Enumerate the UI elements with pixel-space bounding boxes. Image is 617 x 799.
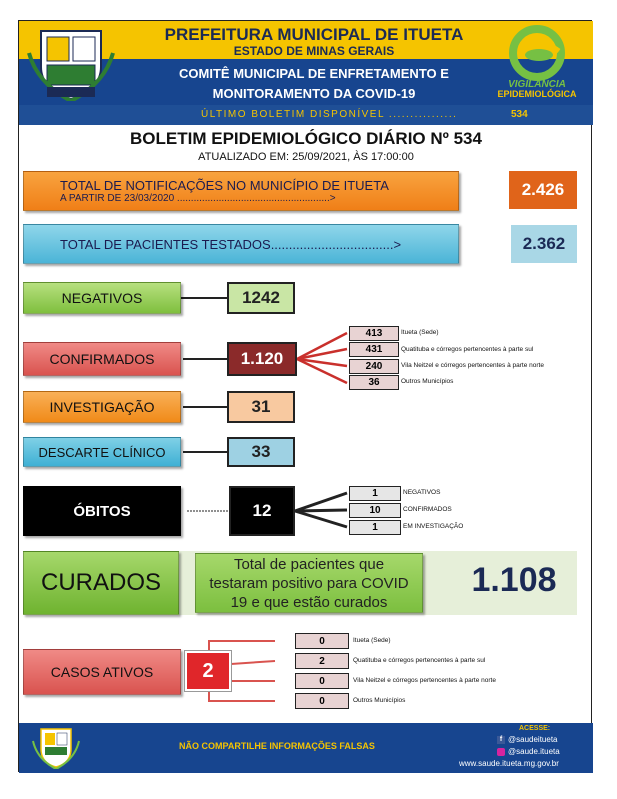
footer-facebook-row <box>497 735 558 744</box>
ativos-sede-value: 0 <box>295 633 349 649</box>
confirmados-norte-label: Vila Neitzel e córregos pertencentes à parte norte <box>401 362 544 369</box>
curados-description <box>195 553 423 613</box>
instagram-icon <box>497 748 505 756</box>
confirmados-outros-value: 36 <box>349 375 399 390</box>
investigacao-label-box <box>23 391 181 423</box>
bulletin-title: BOLETIM EPIDEMIOLÓGICO DIÁRIO Nº 534 <box>130 129 482 148</box>
latest-bulletin-number: 534 <box>511 109 528 120</box>
negativos-label-box <box>23 282 181 314</box>
footer-site[interactable]: www.saude.itueta.mg.gov.br <box>459 759 559 768</box>
confirmados-sul-label: Quatituba e córregos pertencentes à parte sul <box>401 346 534 353</box>
obitos-investigacao-value: 1 <box>349 520 401 535</box>
curados-value: 1.108 <box>471 561 557 599</box>
obitos-value: 12 <box>229 486 295 536</box>
tested-label: TOTAL DE PACIENTES TESTADOS..................................> <box>60 236 402 252</box>
confirmados-label-box <box>23 342 181 376</box>
bulletin-updated: ATUALIZADO EM: 25/09/2021, ÀS 17:00:00 <box>198 151 414 163</box>
curados-label-box <box>23 551 179 615</box>
ativos-sul-value: 2 <box>295 653 349 669</box>
obitos-negativos-value: 1 <box>349 486 401 501</box>
descarte-value: 33 <box>227 437 295 467</box>
latest-bulletin-label: ÚLTIMO BOLETIM DISPONÍVEL ................ <box>201 109 458 120</box>
confirmados-sede-label: Itueta (Sede) <box>401 329 439 336</box>
obitos-confirmados-label: CONFIRMADOS <box>403 506 452 513</box>
footer-crest-icon <box>31 725 81 769</box>
confirmados-norte-value: 240 <box>349 359 399 374</box>
confirmados-sul-value: 431 <box>349 342 399 357</box>
obitos-confirmados-value: 10 <box>349 503 401 518</box>
ativos-norte-label: Vila Neitzel e córregos pertencentes à parte norte <box>353 677 496 684</box>
obitos-investigacao-label: EM INVESTIGAÇÃO <box>403 523 464 530</box>
descarte-label: DESCARTE CLÍNICO <box>38 444 166 460</box>
ativos-sede-label: Itueta (Sede) <box>353 637 391 644</box>
negativos-label: NEGATIVOS <box>61 290 143 306</box>
investigacao-value: 31 <box>227 391 295 423</box>
confirmados-value: 1.120 <box>227 342 297 376</box>
notifications-label-line2: A PARTIR DE 23/03/2020 .......................................................> <box>60 193 336 204</box>
footer-acesse: ACESSE: <box>519 725 551 732</box>
notifications-value: 2.426 <box>509 171 577 209</box>
notifications-label-line1: TOTAL DE NOTIFICAÇÕES NO MUNICÍPIO DE ITUETA <box>60 178 389 193</box>
footer-instagram-row <box>497 747 560 756</box>
ativos-label-box <box>23 649 181 695</box>
curados-description-text: Total de pacientes que testaram positivo para COVID 19 e que estão curados <box>209 555 409 611</box>
ativos-sul-label: Quatituba e córregos pertencentes à parte sul <box>353 657 486 664</box>
confirmados-sede-value: 413 <box>349 326 399 341</box>
ativos-value: 2 <box>185 651 231 691</box>
obitos-label: ÓBITOS <box>73 502 131 520</box>
logo-text-vigilancia: VIGILÂNCIA <box>508 79 566 90</box>
header-line-1: PREFEITURA MUNICIPAL DE ITUETA <box>164 25 464 44</box>
header-line-2: ESTADO DE MINAS GERAIS <box>233 44 395 58</box>
footer-instagram[interactable]: @saude.itueta <box>508 747 560 756</box>
curados-label: CURADOS <box>40 569 161 596</box>
ativos-label: CASOS ATIVOS <box>50 664 154 680</box>
confirmados-label: CONFIRMADOS <box>49 351 155 367</box>
obitos-label-box <box>23 486 181 536</box>
descarte-label-box <box>23 437 181 467</box>
header-line-3: COMITÊ MUNICIPAL DE ENFRETAMENTO E <box>179 66 449 81</box>
obitos-negativos-label: NEGATIVOS <box>403 489 441 496</box>
footer-message: NÃO COMPARTILHE INFORMAÇÕES FALSAS <box>179 741 375 751</box>
confirmados-outros-label: Outros Municípios <box>401 378 454 385</box>
negativos-value: 1242 <box>227 282 295 314</box>
ativos-outros-value: 0 <box>295 693 349 709</box>
footer-facebook[interactable]: @saudeitueta <box>508 735 558 744</box>
logo-text-epidemiologica: EPIDEMIOLÓGICA <box>497 89 577 99</box>
investigacao-label: INVESTIGAÇÃO <box>49 399 155 415</box>
tested-value: 2.362 <box>511 225 577 263</box>
ativos-norte-value: 0 <box>295 673 349 689</box>
ativos-outros-label: Outros Municípios <box>353 697 406 704</box>
facebook-icon: f <box>497 736 505 744</box>
bulletin-page <box>18 20 592 772</box>
header-line-4: MONITORAMENTO DA COVID-19 <box>212 86 416 101</box>
